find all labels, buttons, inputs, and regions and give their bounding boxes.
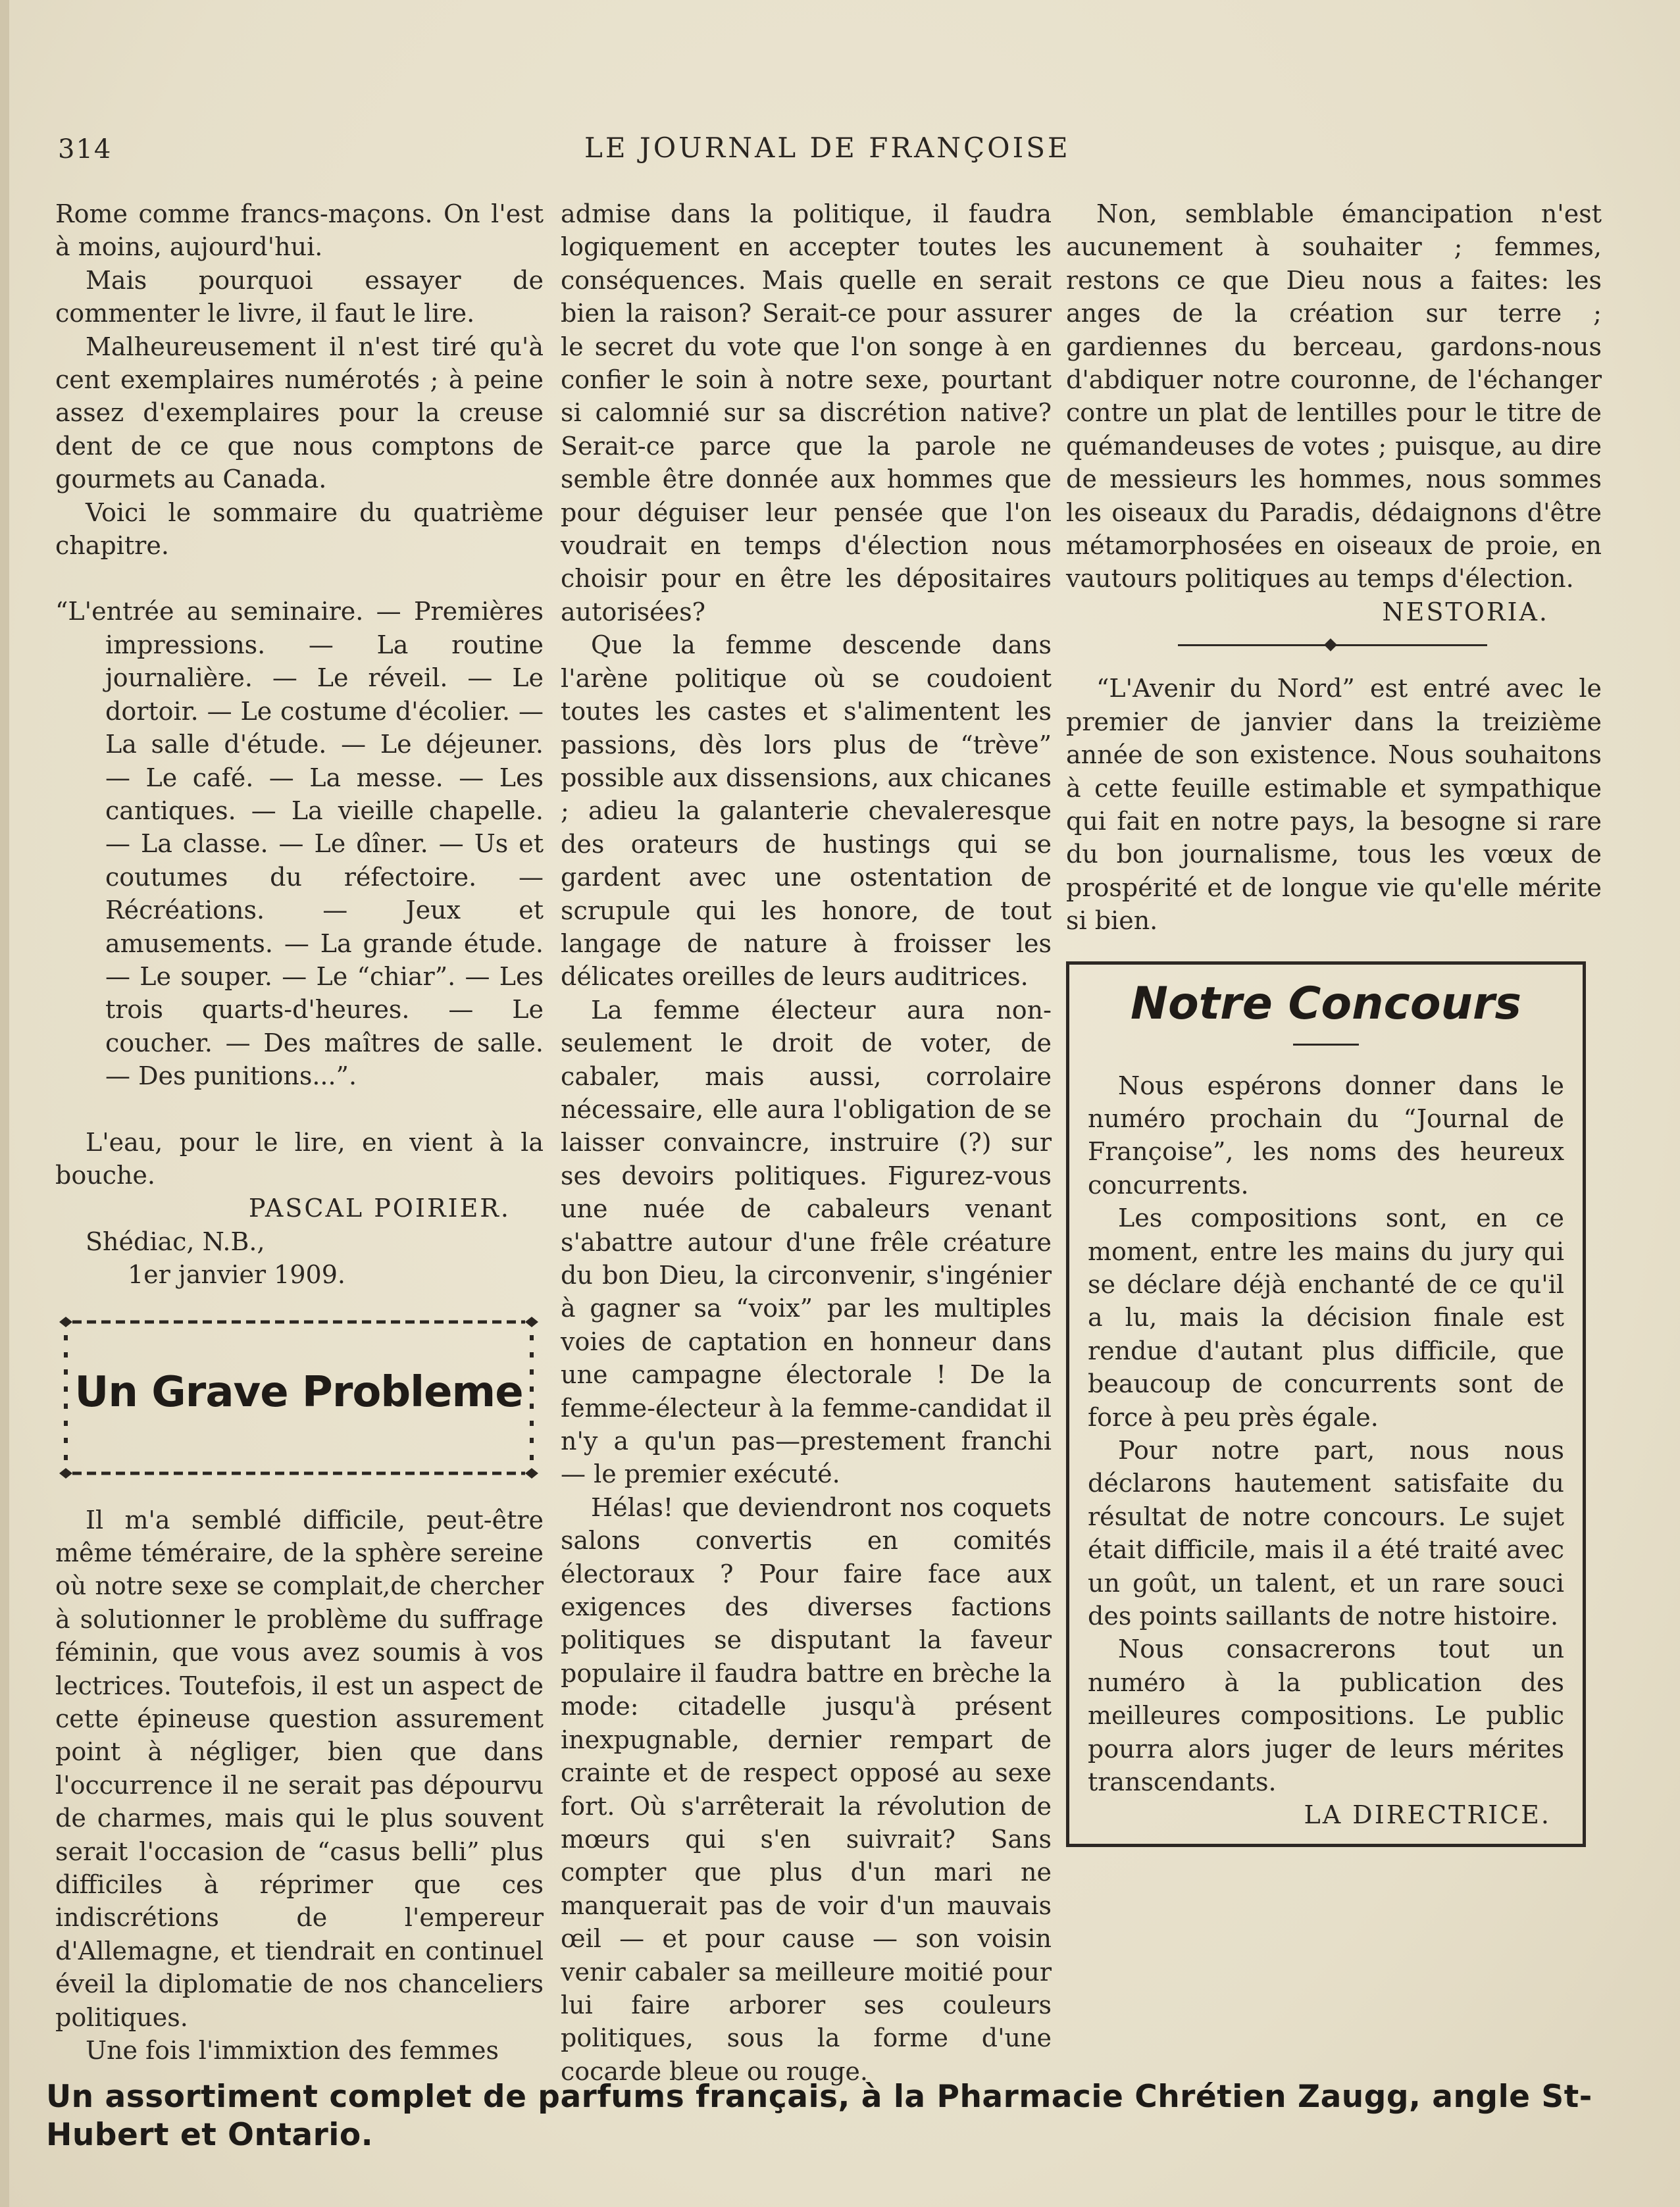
dateline-place: Shédiac, N.B., [86,1227,265,1256]
title-rule [1293,1044,1359,1046]
paragraph: Voici le sommaire du quatrième chapitre. [55,497,544,561]
paragraph: Rome comme francs-maçons. On l'est à moins, aujourd'hui. [55,199,544,262]
paragraph: Pour notre part, nous nous déclarons hautement satisfaite du résultat de notre concours. Le sujet était difficile, mais il a été traité avec un goût, un talent, et un rare souci des points saillants de notre histoire. [1088,1436,1564,1631]
page-edge [0,0,9,2207]
paragraph: Non, semblable émancipation n'est aucunement à souhaiter ; femmes, restons ce que Dieu nous a faites: les anges de la création sur terre ; gardiennes du berceau, gardons-nous d'abdiquer notre couronne, de l'échanger contre un plat de lentilles pour le titre de quémandeuses de votes ; puisque, au dire de messieurs les hommes, nous sommes les oiseaux du Paradis, dédaignons d'être métamorphosées en oiseaux de proie, en vautours politiques au temps d'élection. [1066,199,1602,594]
paragraph: Hélas! que deviendront nos coquets salons convertis en comités électoraux ? Pour faire face aux exigences des diverses factions politiques se disputant la faveur populaire il faudra battre en brèche la mode: citadelle jusqu'à présent inexpugnable, dernier rempart de crainte et de respect opposé au sexe fort. Où s'arrêterait la révolution de mœurs qui s'en suivrait? Sans compter que plus d'un mari ne manquerait pas de voir d'un mauvais œil — et pour cause — son voisin venir cabaler sa meilleure moitié pour lui faire arborer ses couleurs politiques, sous la forme d'une cocarde bleue ou rouge. [561,1492,1052,2086]
section-title-grave-probleme: Un Grave Probleme [74,1367,523,1417]
paragraph: Il m'a semblé difficile, peut-être même téméraire, de la sphère sereine où notre sexe se complait,de chercher à solutionner le problème du suffrage féminin, que vous avez soumis à vos lectrices. Toutefois, il est un aspect de cette épineuse question assurement point à négliger, bien que dans l'occurrence il ne serait pas dépourvu de charmes, mais qui le plus souvent serait l'occasion de “casus belli” plus difficiles à réprimer que ces indiscrétions de l'empereur d'Allemagne, et tiendrait en continuel éveil la diplomatie de nos chanceliers politiques. [55,1505,544,2032]
column-2 [561,197,1052,2088]
paragraph: La femme électeur aura non-seulement le droit de voter, de cabaler, mais aussi, corrolaire nécessaire, elle aura l'obligation de se laisser convaincre, instruire (?) sur ses devoirs politiques. Figurez-vous une nuée de cabaleurs venant s'abattre autour d'une frêle créature du bon Dieu, la circonvenir, s'ingénier à gagner sa “voix” par les multiples voies de captation en honneur dans une campagne électorale ! De la femme-électeur à la femme-candidat il n'y a qu'un pas—prestement franchi — le premier exécuté. [561,995,1052,1489]
paragraph: “L'Avenir du Nord” est entré avec le premier de janvier dans la treizième année de son existence. Nous souhaitons à cette feuille estimable et sympathique qui fait en notre pays, la besogne si rare du bon journalisme, tous les vœux de prospérité et de longue vie qu'elle mérite si bien. [1066,674,1602,936]
paragraph: L'eau, pour le lire, en vient à la bouche. [55,1127,544,1190]
paragraph: Que la femme descende dans l'arène politique où se coudoient toutes les castes et s'alimentent les passions, dès lors plus de “trève” possible aux dissensions, aux chicanes ; adieu la galanterie chevaleresque des orateurs de hustings qui se gardent avec une ostentation de scrupule qui les honore, de tout langage de nature à froisser les délicates oreilles de leurs auditrices. [561,630,1052,992]
signature-poirier: PASCAL POIRIER. [248,1194,511,1223]
paragraph: Nous espérons donner dans le numéro prochain du “Journal de Françoise”, les noms des heureux concurrents. [1088,1071,1564,1200]
dateline-date: 1er janvier 1909. [128,1260,345,1290]
paragraph: admise dans la politique, il faudra logiquement en accepter toutes les conséquences. Mais quelle en serait bien la raison? Serait-ce pour assurer le secret du vote que l'on songe à en confier le soin à notre sexe, pourtant si calomnié sur sa discrétion native? Serait-ce parce que la parole ne semble être donnée aux hommes que pour déguiser leur pensée que l'on voudrait en temps d'élection nous choisir pour en être les dépositaires autorisées? [561,199,1052,626]
chapter-summary-quote: “L'entrée au seminaire. — Premières impressions. — La routine journalière. — Le réveil. — Le dortoir. — Le costume d'écolier. — La salle d'étude. — Le déjeuner. — Le café. — La messe. — Les cantiques. — La vieille chapelle. — La classe. — Le dîner. — Us et coutumes du réfectoire. — Récréations. — Jeux et amusements. — La grande étude. — Le souper. — Le “chiar”. — Les trois quarts-d'heures. — Le coucher. — Des maîtres de salle. — Des punitions...”. [55,597,544,1091]
section-heading-box [55,1315,544,1480]
section-divider [1066,632,1602,659]
concours-title: Notre Concours [1131,977,1521,1030]
page-header [58,132,1591,171]
paragraph: Une fois l'immixtion des femmes [86,2036,499,2066]
notre-concours-box [1066,961,1586,1847]
signature-nestoria: NESTORIA. [1382,597,1549,626]
page-number: 314 [58,134,113,165]
signature-directrice: LA DIRECTRICE. [1304,1800,1551,1830]
journal-title: LE JOURNAL DE FRANÇOISE [584,132,1071,164]
column-1 [55,197,544,2067]
column-3 [1066,197,1602,1847]
paragraph: Mais pourquoi essayer de commenter le livre, il faut le lire. [55,265,544,328]
footer-advertisement: Un assortiment complet de parfums français, à la Pharmacie Chrétien Zaugg, angle St-Hubert et Ontario. [46,2079,1592,2153]
paragraph: Malheureusement il n'est tiré qu'à cent exemplaires numérotés ; à peine assez d'exemplaires pour la creuse dent de ce que nous comptons de gourmets au Canada. [55,332,544,494]
paragraph: Nous consacrerons tout un numéro à la publication des meilleures compositions. Le public pourra alors juger de leurs mérites transcendants. [1088,1635,1564,1797]
paragraph: Les compositions sont, en ce moment, entre les mains du jury qui se déclare déjà enchanté de ce qu'il a lu, mais la décision finale est rendue d'autant plus difficile, que beaucoup de concurrents sont de force à peu près égale. [1088,1204,1564,1432]
